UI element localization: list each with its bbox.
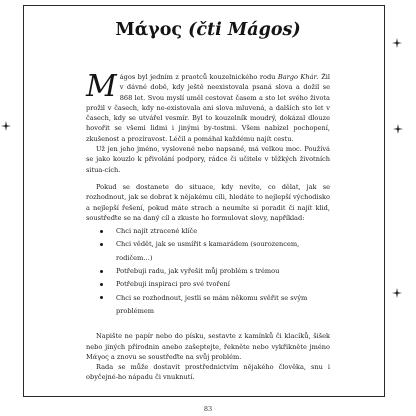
list-item: Chci vědět, jak se usmířit s kamarádem (sourozencem, rodičem…) xyxy=(86,238,330,265)
paragraph-instructions: Napište ne papír nebo do písku, sestavte z kamínků či klacíků, šišek nebo jiných přírodnin anebo zašeptejte, řekněte nebo vykřikněte jméno Μάγος a znovu se soustřeďte na svůj problém. xyxy=(86,332,330,361)
title-greek: Μάγος xyxy=(115,20,183,40)
bullet-icon xyxy=(100,296,103,299)
title-pronunciation: (čti Mágos) xyxy=(188,20,301,40)
intro-italic-name: Bargo Khár xyxy=(277,73,317,81)
paragraph-situation: Pokud se dostanete do situace, kdy nevíte, co dělat, jak se rozhodnout, jak se dobrat k nějakému cíli, hledáte to nejlepší východisko a nejlepší řešení, pokud máte strach a neumíte si poradit či najít klid, soustřeďte se na daný cíl a zkuste ho formulovat slovy, například: xyxy=(86,182,330,222)
intro-text-b: . Žil v dávné době, kdy ještě neexistovala psaná slova a dožil se 868 let. Svou myslí uměl cestovat časem a sto let svého života prožil v časech, kdy ne-existovala ani slova mluvená, a dalších sto let v časech, kdy se utvářel vesmír. Byl to kouzelník moudrý, dokázal dlouze hovořit se všemi lidmi i jinými by-tostmi. Všem nabízel pochopení, zkušenost a prozíravost. Léčil a pomáhal každému najít cestu. xyxy=(86,73,330,143)
sparkle-star-icon xyxy=(392,38,402,48)
sparkle-star-icon xyxy=(1,121,11,131)
bullet-icon xyxy=(100,283,103,286)
list-item: Potřebuji radu, jak vyřešit můj problém s trémou xyxy=(86,265,330,278)
list-item: Potřebuji inspiraci pro své tvoření xyxy=(86,278,330,291)
drop-cap: M xyxy=(86,69,117,104)
intro-paragraph xyxy=(86,69,330,144)
bullet-icon xyxy=(100,270,103,273)
sparkle-star-icon xyxy=(393,124,403,134)
bullet-icon xyxy=(100,230,103,233)
bullet-icon xyxy=(100,243,103,246)
paragraph-name-power: Už jen jeho jméno, vyslovené nebo napsané, má velkou moc. Používá se jako kouzlo k přivolání podpory, rádce či učitele v těžkých životních situa-cích. xyxy=(86,145,330,174)
list-item: Chci najít ztracené klíče xyxy=(86,225,330,238)
sparkle-star-icon xyxy=(392,288,402,298)
intro-text-a: ágos byl jedním z praotců kouzelnického rodu xyxy=(119,73,278,81)
body-text xyxy=(86,69,330,383)
page-number: 83 xyxy=(203,405,213,413)
paragraph-advice: Rada se může dostavit prostřednictvím nějakého člověka, snu i obyčejné-ho nápadu či vnuknutí. xyxy=(86,363,330,382)
list-item: Chci se rozhodnout, jestli se mám někomu svěřit se svým problémem xyxy=(86,292,330,319)
page-title xyxy=(0,20,416,40)
example-list xyxy=(86,225,330,318)
